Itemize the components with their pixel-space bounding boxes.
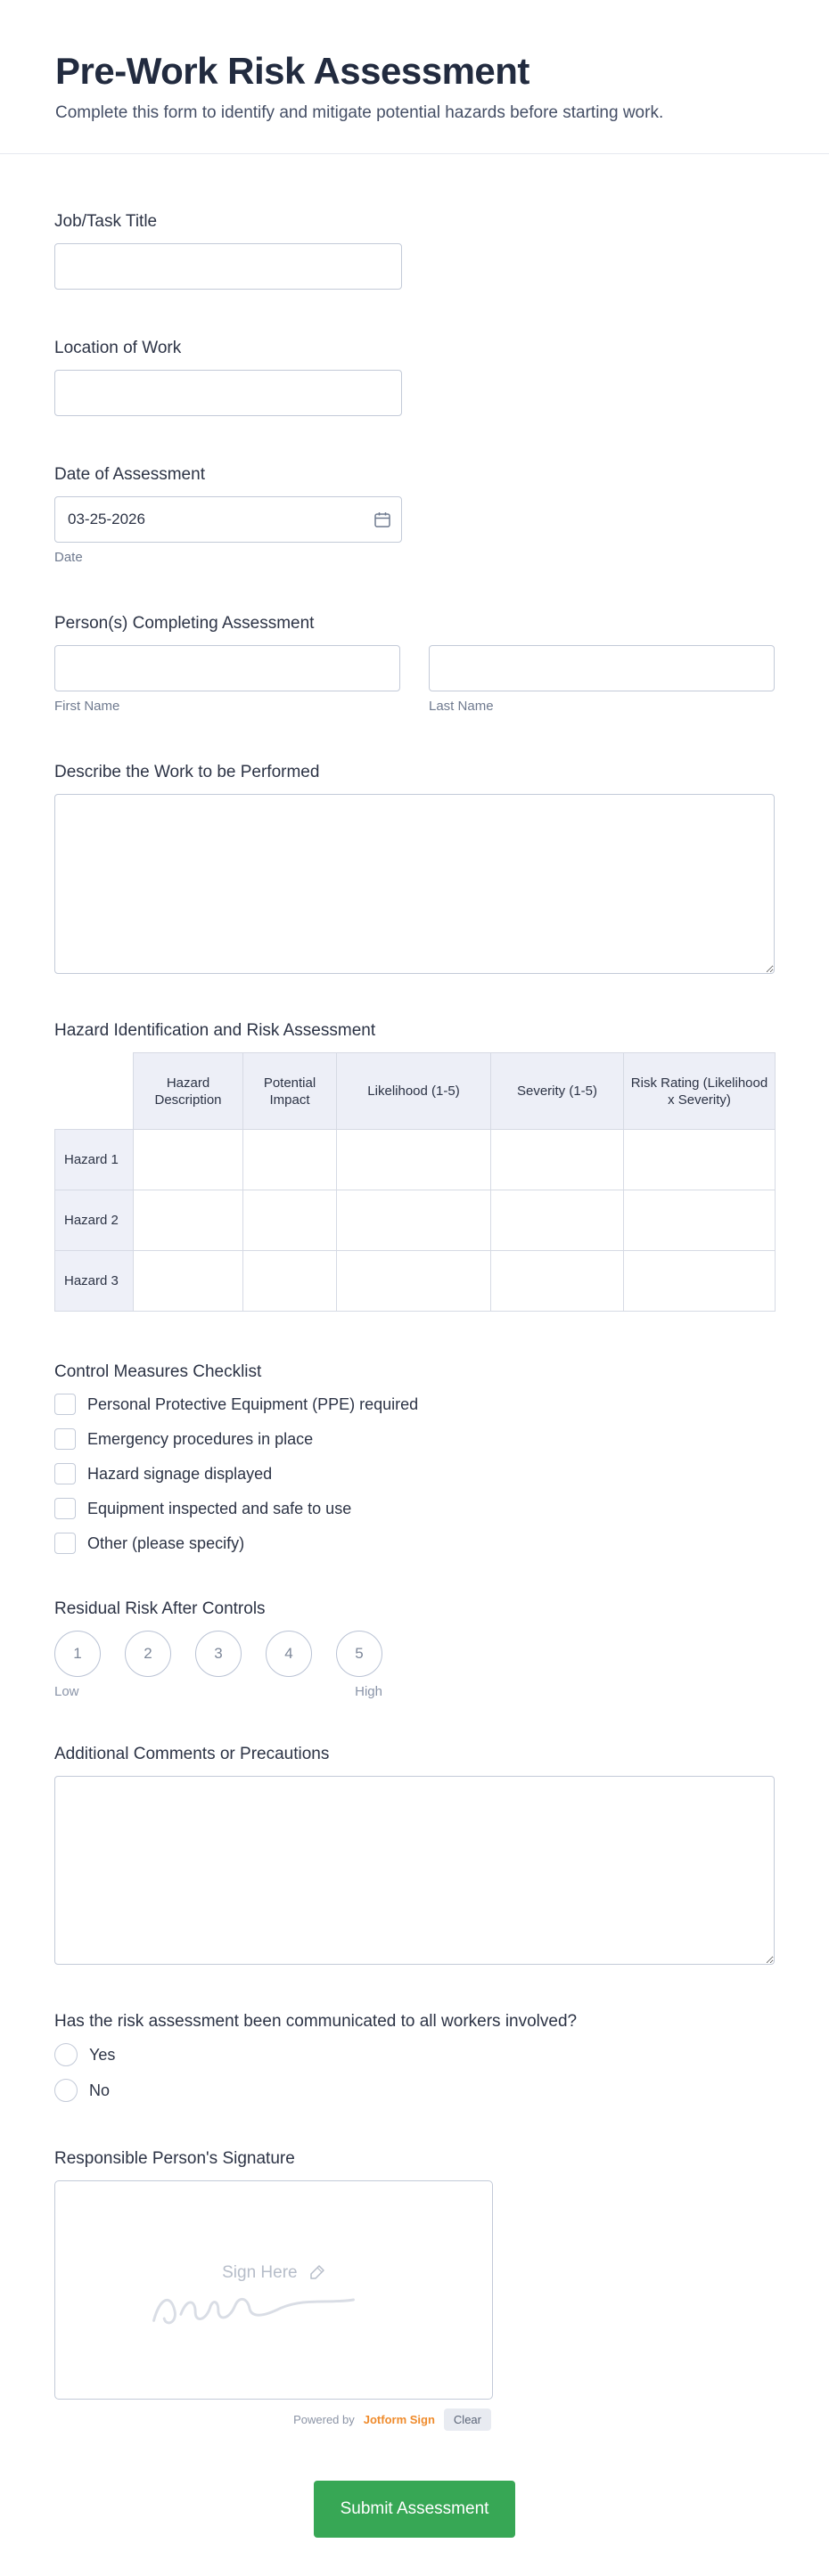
hazard-cell[interactable]	[491, 1190, 624, 1251]
checkbox-option-equipment[interactable]: Equipment inspected and safe to use	[54, 1498, 775, 1519]
checkbox-icon[interactable]	[54, 1498, 76, 1519]
hazard-table-col-header: Hazard Description	[134, 1053, 243, 1130]
hazard-cell[interactable]	[134, 1130, 243, 1190]
question-comments	[54, 1744, 775, 1965]
scale-high-label: High	[355, 1684, 382, 1699]
location-input[interactable]	[54, 370, 402, 416]
location-label: Location of Work	[54, 339, 182, 357]
checkbox-icon[interactable]	[54, 1533, 76, 1554]
date-sublabel: Date	[54, 550, 83, 565]
checkbox-icon[interactable]	[54, 1428, 76, 1450]
job-title-label: Job/Task Title	[54, 212, 158, 231]
question-job-title	[54, 211, 775, 290]
date-input[interactable]	[54, 496, 402, 543]
powered-by-label: Powered by	[293, 2413, 355, 2426]
name-row	[54, 645, 775, 714]
hazard-table	[54, 1052, 776, 1312]
hazard-cell[interactable]	[624, 1251, 776, 1312]
hazard-table-row	[55, 1251, 776, 1312]
date-label: Date of Assessment	[54, 465, 205, 484]
date-field	[54, 496, 402, 543]
job-title-input[interactable]	[54, 243, 402, 290]
hazard-table-corner	[55, 1053, 134, 1130]
hazard-row-label: Hazard 3	[55, 1251, 134, 1312]
scale-end-labels	[54, 1684, 382, 1699]
question-date	[54, 464, 775, 565]
hazard-table-header-row	[55, 1053, 776, 1130]
scale-row	[54, 1631, 775, 1677]
hazard-table-col-header: Risk Rating (Likelihood x Severity)	[624, 1053, 776, 1130]
question-residual-risk	[54, 1599, 775, 1699]
first-name-sublabel: First Name	[54, 699, 120, 714]
communicated-label: Has the risk assessment been communicated to all workers involved?	[54, 2012, 578, 2031]
signature-pad[interactable]	[54, 2180, 493, 2400]
radio-icon[interactable]	[54, 2043, 78, 2066]
first-name-field	[54, 645, 400, 714]
hazard-cell[interactable]	[491, 1130, 624, 1190]
clear-button[interactable]: Clear	[444, 2408, 491, 2431]
comments-textarea[interactable]	[54, 1776, 775, 1965]
checklist-label: Control Measures Checklist	[54, 1362, 262, 1381]
hazard-row-label: Hazard 1	[55, 1130, 134, 1190]
page-subtitle: Complete this form to identify and mitigate potential hazards before starting work.	[55, 103, 664, 122]
describe-textarea[interactable]	[54, 794, 775, 974]
hazard-cell[interactable]	[134, 1190, 243, 1251]
radio-option-no[interactable]: No	[54, 2079, 775, 2102]
last-name-field	[429, 645, 775, 714]
hazard-table-col-header: Severity (1-5)	[491, 1053, 624, 1130]
hazard-row-label: Hazard 2	[55, 1190, 134, 1251]
person-label: Person(s) Completing Assessment	[54, 614, 315, 633]
scale-option-5[interactable]: 5	[336, 1631, 382, 1677]
checkbox-icon[interactable]	[54, 1463, 76, 1484]
signature-label: Responsible Person's Signature	[54, 2149, 295, 2168]
hazard-cell[interactable]	[624, 1190, 776, 1251]
first-name-input[interactable]	[54, 645, 400, 691]
question-describe	[54, 762, 775, 974]
hazard-cell[interactable]	[337, 1130, 491, 1190]
checkbox-option-signage[interactable]: Hazard signage displayed	[54, 1463, 775, 1484]
question-location	[54, 338, 775, 416]
submit-area	[54, 2481, 775, 2561]
hazard-table-row	[55, 1130, 776, 1190]
last-name-input[interactable]	[429, 645, 775, 691]
hazard-cell[interactable]	[243, 1190, 337, 1251]
hazard-cell[interactable]	[337, 1190, 491, 1251]
calendar-icon[interactable]	[373, 511, 391, 528]
hazard-cell[interactable]	[337, 1251, 491, 1312]
describe-label: Describe the Work to be Performed	[54, 763, 320, 781]
submit-button[interactable]: Submit Assessment	[314, 2481, 516, 2538]
question-hazard-table	[54, 1020, 775, 1312]
hazard-cell[interactable]	[491, 1251, 624, 1312]
hazard-cell[interactable]	[243, 1130, 337, 1190]
scale-option-4[interactable]: 4	[266, 1631, 312, 1677]
signature-squiggle	[149, 2281, 358, 2331]
radio-option-yes[interactable]: Yes	[54, 2043, 775, 2066]
form-body	[0, 154, 829, 2561]
checkbox-icon[interactable]	[54, 1394, 76, 1415]
question-signature	[54, 2148, 775, 2431]
hazard-cell[interactable]	[624, 1130, 776, 1190]
hazard-table-col-header: Potential Impact	[243, 1053, 337, 1130]
question-person	[54, 613, 775, 714]
sign-here-hint	[55, 2263, 492, 2283]
last-name-sublabel: Last Name	[429, 699, 494, 714]
radio-icon[interactable]	[54, 2079, 78, 2102]
form-header	[0, 0, 829, 153]
residual-risk-label: Residual Risk After Controls	[54, 1599, 266, 1618]
page-title: Pre-Work Risk Assessment	[55, 50, 529, 92]
checkbox-option-other[interactable]: Other (please specify)	[54, 1533, 775, 1554]
hazard-table-col-header: Likelihood (1-5)	[337, 1053, 491, 1130]
hazard-table-row	[55, 1190, 776, 1251]
checkbox-option-ppe[interactable]: Personal Protective Equipment (PPE) required	[54, 1394, 775, 1415]
hazard-cell[interactable]	[243, 1251, 337, 1312]
scale-option-1[interactable]: 1	[54, 1631, 101, 1677]
signature-footer	[54, 2408, 493, 2431]
hazard-cell[interactable]	[134, 1251, 243, 1312]
pen-icon	[309, 2264, 325, 2280]
hazard-table-label: Hazard Identification and Risk Assessment	[54, 1021, 376, 1040]
checkbox-option-emergency[interactable]: Emergency procedures in place	[54, 1428, 775, 1450]
jotform-sign-brand: Jotform Sign	[363, 2413, 435, 2426]
question-communicated	[54, 2011, 775, 2102]
scale-option-2[interactable]: 2	[125, 1631, 171, 1677]
scale-low-label: Low	[54, 1684, 79, 1699]
sign-here-label: Sign Here	[222, 2263, 298, 2282]
scale-option-3[interactable]: 3	[195, 1631, 242, 1677]
comments-label: Additional Comments or Precautions	[54, 1745, 330, 1763]
question-checklist	[54, 1362, 775, 1554]
